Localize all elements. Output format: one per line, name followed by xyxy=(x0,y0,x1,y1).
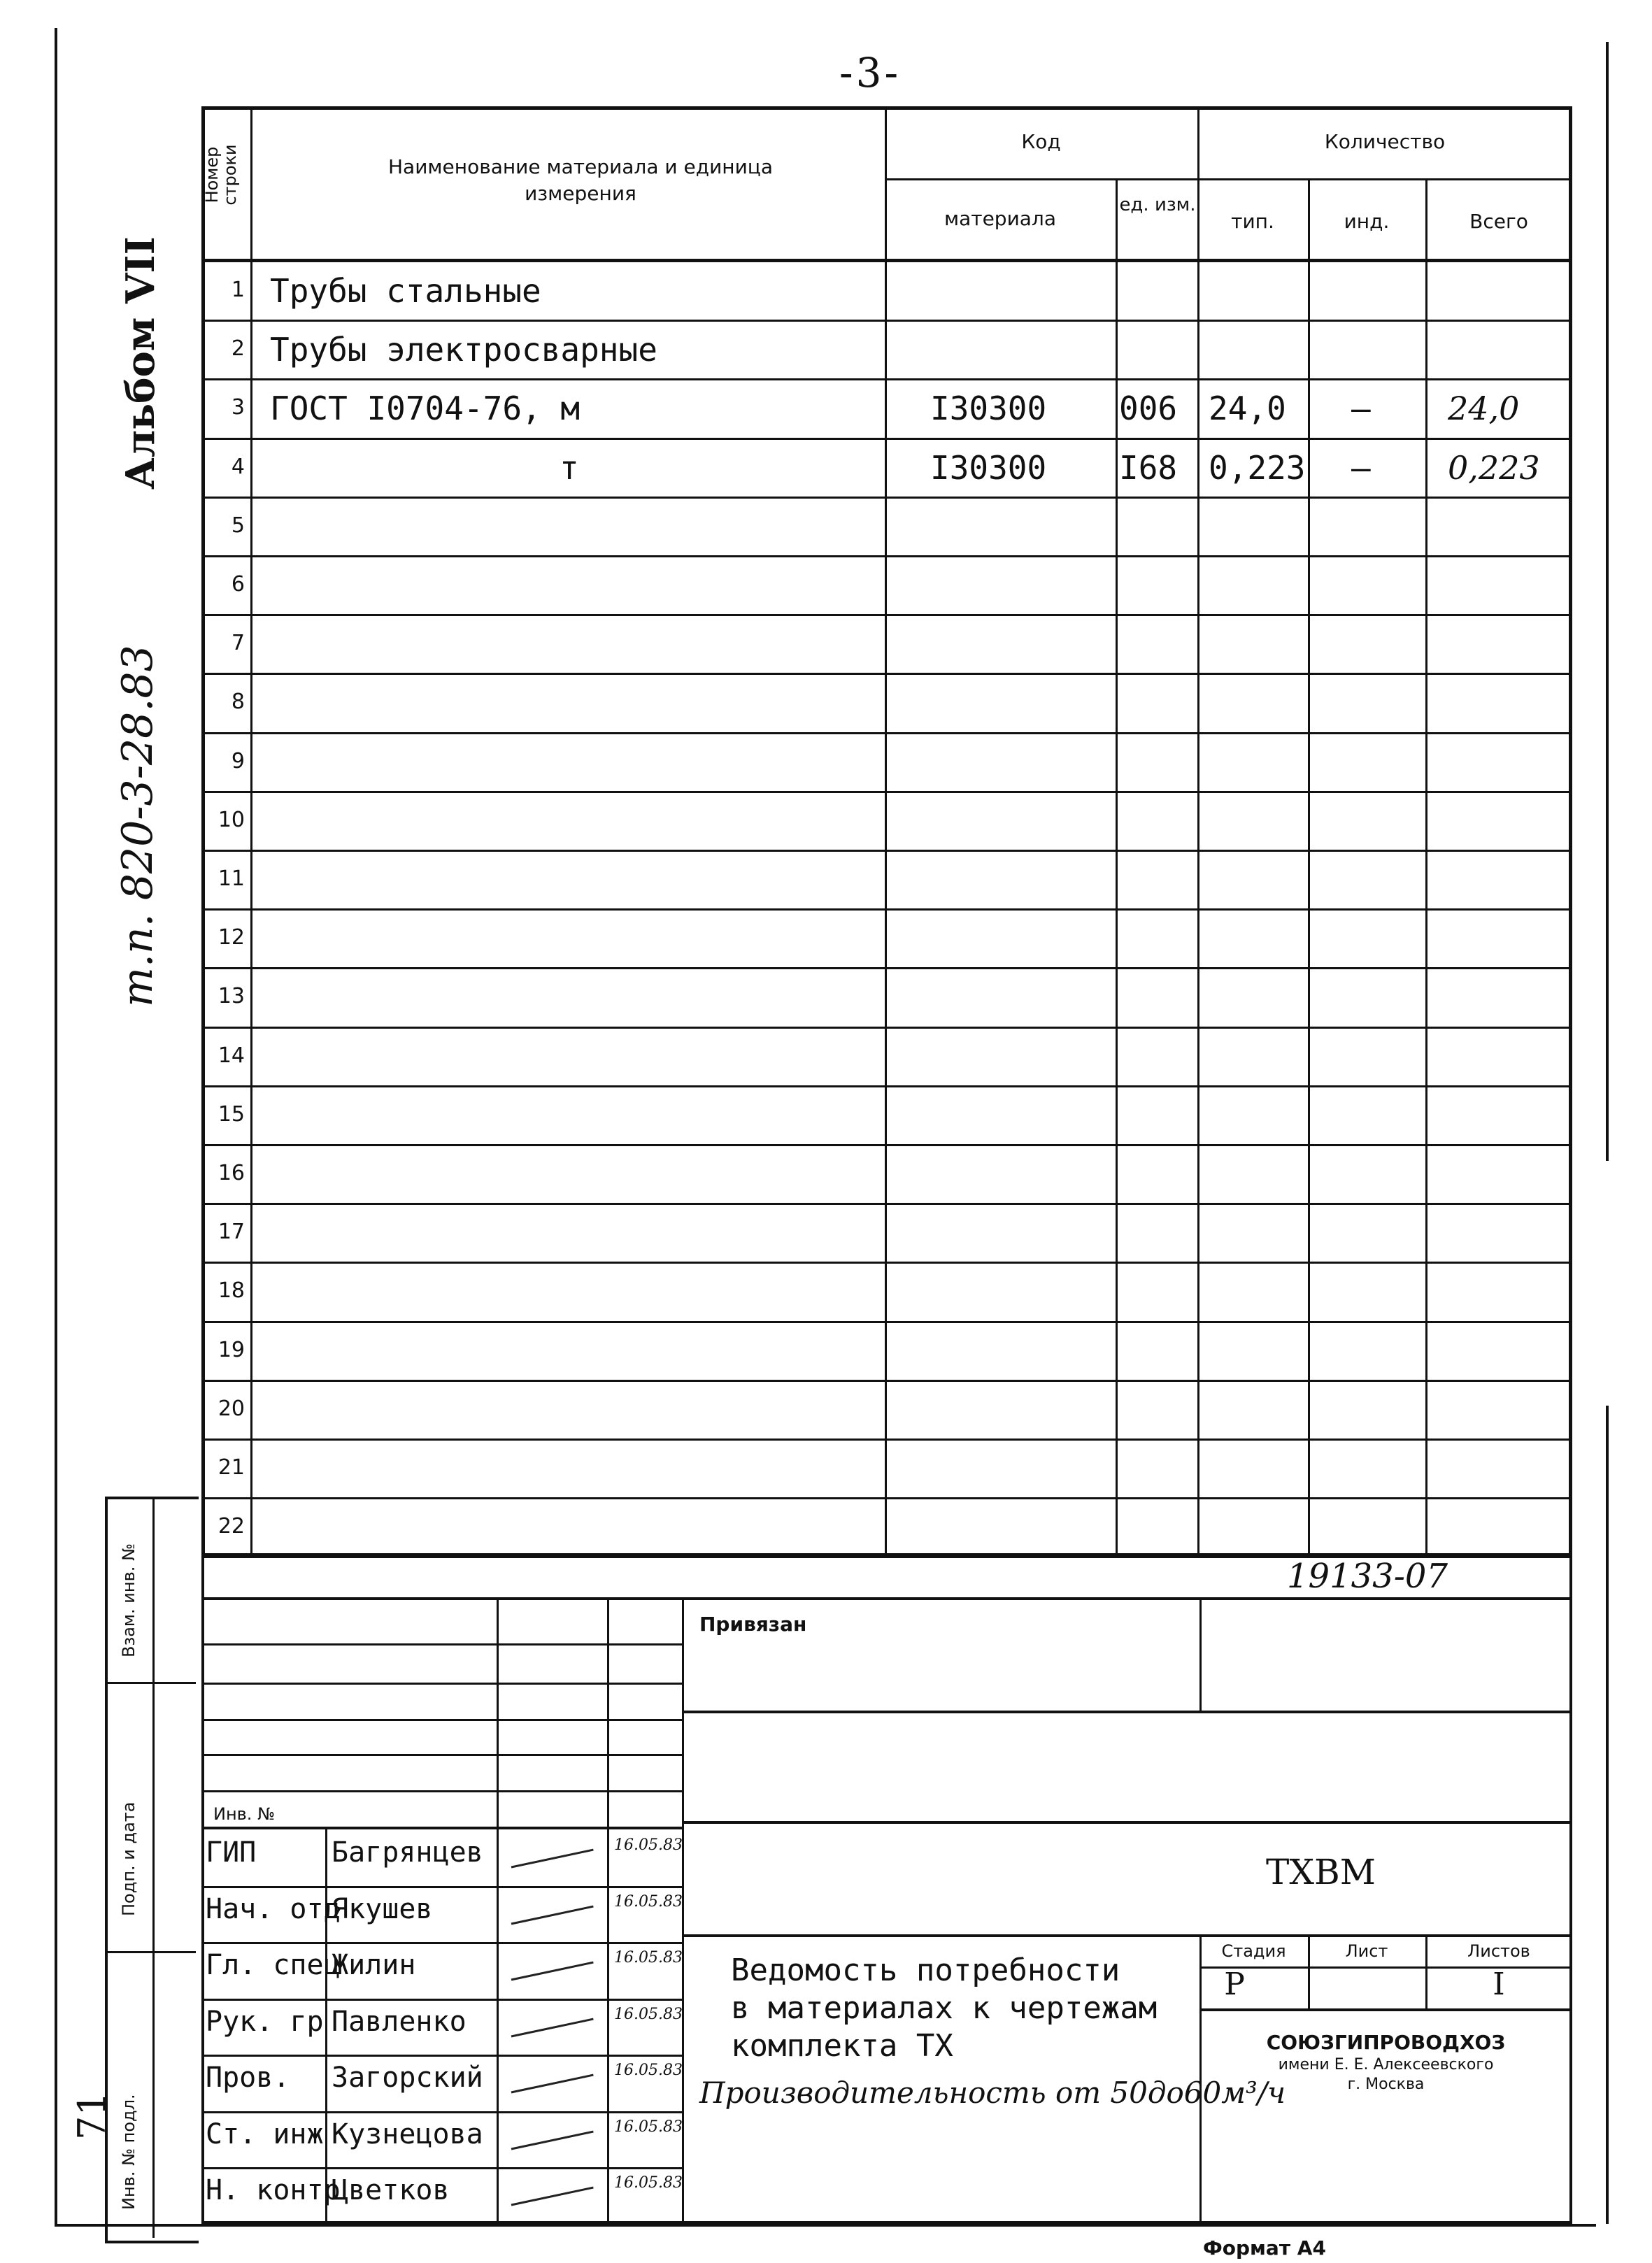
row-number: 21 xyxy=(218,1455,245,1480)
materials-table xyxy=(201,106,1572,1557)
row-qty-total: 24,0 xyxy=(1448,390,1520,428)
signature-divider xyxy=(201,1999,683,2001)
signature-name: Багрянцев xyxy=(332,1836,483,1869)
signature-role: Рук. гр xyxy=(206,2005,324,2038)
stage-label: Стадия xyxy=(1221,1941,1286,1961)
row-number: 8 xyxy=(231,690,245,715)
stage-value: Р xyxy=(1224,1966,1245,2002)
header-row-number: Номер строки xyxy=(202,144,240,206)
signature-date: 16.05.83 xyxy=(614,1892,683,1911)
title-code: ТХВМ xyxy=(1266,1852,1376,1892)
row-number: 12 xyxy=(218,925,245,950)
signature-role: Гл. спец xyxy=(206,1949,341,1981)
row-divider xyxy=(201,967,1572,969)
row-number: 10 xyxy=(218,807,245,832)
row-qty-total: 0,223 xyxy=(1448,448,1540,487)
row-divider xyxy=(201,732,1572,734)
row-number: 2 xyxy=(231,336,245,362)
signature-role: Нач. отд xyxy=(206,1892,341,1925)
row-number: 18 xyxy=(218,1278,245,1304)
row-number: 15 xyxy=(218,1101,245,1127)
header-qty-type: тип. xyxy=(1231,210,1274,233)
header-qty-ind: инд. xyxy=(1344,210,1390,233)
inv-label: Инв. № xyxy=(213,1804,276,1824)
row-name: Трубы электросварные xyxy=(270,331,657,369)
signature-name: Загорский xyxy=(332,2062,483,2094)
side-mark: 71 xyxy=(70,2092,114,2140)
row-name: ГОСТ I0704-76, м xyxy=(270,390,581,428)
row-number: 16 xyxy=(218,1161,245,1185)
signature-name: Якушев xyxy=(332,1892,433,1925)
tp-number: т.п. 820-3-28.83 xyxy=(113,645,162,1007)
signature-divider xyxy=(201,2055,683,2057)
signature-role: Ст. инж xyxy=(206,2118,324,2150)
row-number: 3 xyxy=(231,395,245,420)
signature-divider xyxy=(201,1942,683,1944)
row-number: 11 xyxy=(218,866,245,891)
right-margin-rule-bottom xyxy=(1606,1406,1609,2224)
row-number: 19 xyxy=(218,1337,245,1362)
header-code-unit: ед. изм. xyxy=(1119,194,1196,215)
row-divider xyxy=(201,1262,1572,1264)
row-number: 9 xyxy=(231,748,245,773)
signature-date: 16.05.83 xyxy=(614,2174,683,2192)
privyazan-label: Привязан xyxy=(699,1613,807,1636)
row-code: I30300 xyxy=(930,390,1047,428)
signature-date: 16.05.83 xyxy=(614,2118,683,2136)
row-divider xyxy=(201,1203,1572,1205)
row-divider xyxy=(201,791,1572,793)
doc-number: 19133-07 xyxy=(1287,1557,1448,1596)
row-divider xyxy=(201,378,1572,380)
row-unit: I68 xyxy=(1119,448,1178,487)
header-code: Код xyxy=(1021,130,1061,153)
signature-role: Пров. xyxy=(206,2062,290,2094)
row-divider xyxy=(201,555,1572,557)
stamp-label-sign-date: Подп. и дата xyxy=(119,1801,138,1916)
signature-role: Н. контр xyxy=(206,2174,341,2206)
row-divider xyxy=(201,1439,1572,1441)
row-qty-type: 0,223 xyxy=(1209,448,1306,487)
row-number: 7 xyxy=(231,631,245,656)
row-divider xyxy=(201,1144,1572,1146)
row-divider xyxy=(201,438,1572,440)
signature-date: 16.05.83 xyxy=(614,2062,683,2079)
signature-date: 16.05.83 xyxy=(614,1949,683,1966)
signature-date: 16.05.83 xyxy=(614,2005,683,2023)
row-number: 1 xyxy=(231,278,245,302)
row-number: 22 xyxy=(218,1514,245,1539)
signature-divider xyxy=(201,2111,683,2113)
row-number: 13 xyxy=(218,984,245,1009)
org-line-2: имени Е. Е. Алексеевского xyxy=(1278,2056,1494,2073)
stamp-label-replace: Взам. инв. № xyxy=(119,1543,138,1657)
row-divider xyxy=(201,320,1572,322)
signature-divider xyxy=(201,1886,683,1888)
row-name: Трубы стальные xyxy=(270,272,541,310)
header-quantity: Количество xyxy=(1324,130,1446,153)
org-name: СОЮЗГИПРОВОДХОЗ xyxy=(1266,2031,1506,2054)
signature-divider xyxy=(201,2167,683,2169)
row-qty-type: 24,0 xyxy=(1209,390,1286,428)
sheets-label: Листов xyxy=(1467,1941,1530,1961)
format-label: Формат А4 xyxy=(1203,2236,1326,2260)
row-number: 17 xyxy=(218,1220,245,1245)
row-qty-ind: — xyxy=(1351,390,1371,428)
sheets-value: I xyxy=(1493,1966,1505,2002)
row-divider xyxy=(201,1497,1572,1499)
row-number: 5 xyxy=(231,513,245,538)
doc-title-line-2: в материалах к чертежам xyxy=(731,1990,1158,2026)
header-qty-total: Всего xyxy=(1469,210,1528,233)
header-name: Наименование материала и единица измерения xyxy=(388,155,773,205)
row-divider xyxy=(201,673,1572,675)
row-divider xyxy=(201,497,1572,499)
signature-name: Кузнецова xyxy=(332,2118,483,2150)
row-name: т xyxy=(560,448,579,487)
signature-name: Павленко xyxy=(332,2005,467,2038)
signature-role: ГИП xyxy=(206,1836,257,1869)
signature-name: Цветков xyxy=(332,2174,450,2206)
album-label: Альбом VII xyxy=(118,236,164,490)
row-divider xyxy=(201,614,1572,616)
row-divider xyxy=(201,1380,1572,1382)
row-qty-ind: — xyxy=(1351,448,1371,487)
signature-date: 16.05.83 xyxy=(614,1836,683,1854)
header-code-material: материала xyxy=(944,207,1056,230)
row-unit: 006 xyxy=(1119,390,1178,428)
stamp-label-inv: Инв. № подл. xyxy=(119,2094,138,2210)
row-divider xyxy=(201,850,1572,852)
right-margin-rule-top xyxy=(1606,42,1609,1161)
doc-subtitle: Производительность от 50до60м³/ч xyxy=(699,2076,1286,2110)
sheet-label: Лист xyxy=(1345,1941,1388,1961)
org-line-3: г. Москва xyxy=(1347,2076,1425,2093)
row-divider xyxy=(201,908,1572,911)
row-code: I30300 xyxy=(930,448,1047,487)
doc-title-line-3: комплекта ТХ xyxy=(731,2028,953,2064)
row-number: 14 xyxy=(218,1043,245,1068)
signature-name: Жилин xyxy=(332,1949,416,1981)
row-divider xyxy=(201,1321,1572,1323)
row-divider xyxy=(201,1085,1572,1087)
row-number: 20 xyxy=(218,1396,245,1421)
row-number: 6 xyxy=(231,572,245,597)
row-divider xyxy=(201,1027,1572,1029)
doc-title-line-1: Ведомость потребности xyxy=(731,1953,1120,1988)
row-number: 4 xyxy=(231,454,245,479)
page-number: -3- xyxy=(839,49,902,97)
